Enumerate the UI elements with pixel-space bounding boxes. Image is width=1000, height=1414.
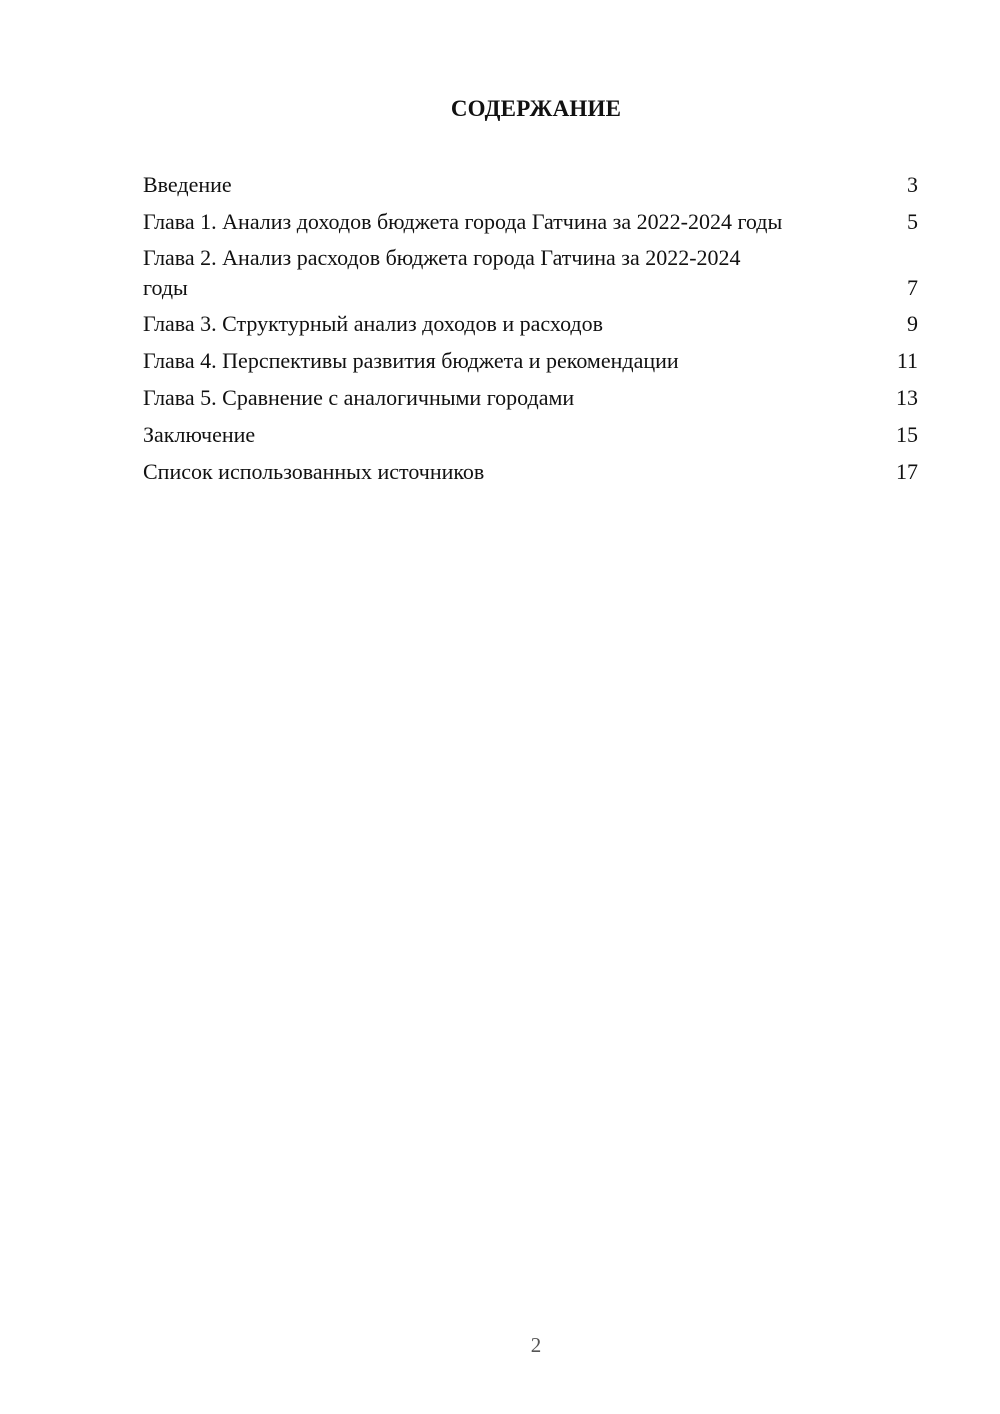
toc-entry bbox=[143, 346, 918, 376]
toc-entry-page: 17 bbox=[896, 459, 918, 484]
toc-entry-title: Список использованных источников bbox=[143, 459, 485, 484]
toc-entry-page: 13 bbox=[896, 385, 918, 410]
toc-entry-page: 9 bbox=[907, 311, 918, 336]
toc-entry bbox=[143, 170, 918, 200]
toc-entry-page: 7 bbox=[907, 275, 918, 300]
toc-entry-title: Заключение bbox=[143, 422, 256, 447]
toc-entry bbox=[143, 243, 918, 303]
toc-entry-title: Глава 3. Структурный анализ доходов и расходов bbox=[143, 311, 604, 336]
toc-entry-title: Глава 5. Сравнение с аналогичными городами bbox=[143, 385, 575, 410]
page-number: 2 bbox=[530, 1333, 542, 1357]
toc-title: СОДЕРЖАНИЕ bbox=[450, 96, 622, 121]
toc-entry bbox=[143, 457, 918, 487]
toc-entry-page: 5 bbox=[907, 209, 918, 234]
toc-entry-page: 15 bbox=[896, 422, 918, 447]
toc-entry bbox=[143, 420, 918, 450]
toc-entry bbox=[143, 383, 918, 413]
toc-entry-title: Глава 1. Анализ доходов бюджета города Гатчина за 2022-2024 годы bbox=[143, 209, 783, 234]
toc-entry-title: Глава 2. Анализ расходов бюджета города Гатчина за 2022-2024 годы bbox=[143, 245, 741, 300]
toc-entry-title: Введение bbox=[143, 172, 232, 197]
toc-entry-page: 11 bbox=[896, 348, 918, 373]
toc-entry-title: Глава 4. Перспективы развития бюджета и рекомендации bbox=[143, 348, 679, 373]
table-of-contents bbox=[143, 170, 918, 494]
toc-entry bbox=[143, 309, 918, 339]
toc-entry-page: 3 bbox=[907, 172, 918, 197]
toc-entry bbox=[143, 207, 918, 237]
